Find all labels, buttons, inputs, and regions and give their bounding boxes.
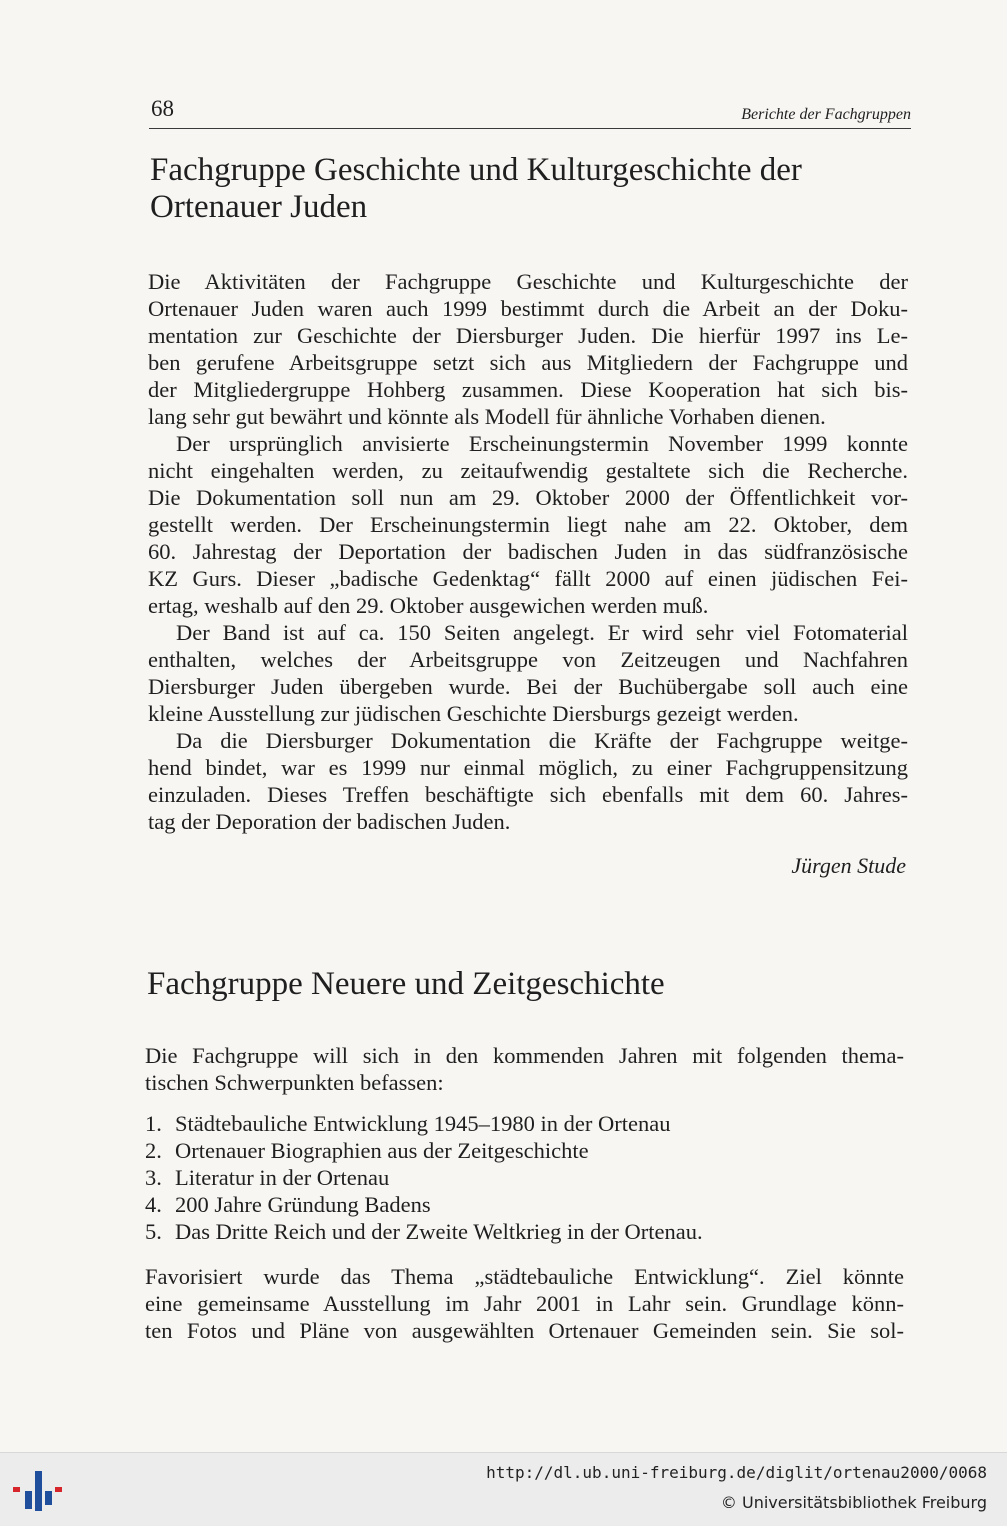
list-text: Ortenauer Biographien aus der Zeitgeschichte bbox=[175, 1138, 589, 1163]
list-text: Städtebauliche Entwicklung 1945–1980 in der Ortenau bbox=[175, 1111, 671, 1136]
text-line: Die Fachgruppe will sich in den kommenden Jahren mit folgenden thema- bbox=[145, 1043, 904, 1068]
list-text: Literatur in der Ortenau bbox=[175, 1165, 390, 1190]
text-line: Ortenauer Juden waren auch 1999 bestimmt durch die Arbeit an der Doku- bbox=[148, 296, 908, 321]
list-item bbox=[145, 1164, 703, 1191]
section-title-judaica bbox=[150, 152, 802, 226]
text-line: Die Aktivitäten der Fachgruppe Geschichte und Kulturgeschichte der bbox=[148, 269, 908, 294]
text-line: Da die Diersburger Dokumentation die Kräfte der Fachgruppe weitge- bbox=[176, 728, 908, 753]
list-item bbox=[145, 1137, 703, 1164]
paragraph bbox=[148, 430, 908, 619]
list-number: 3. bbox=[145, 1165, 162, 1190]
document-url-link[interactable]: http://dl.ub.uni-freiburg.de/diglit/ortenau2000/0068 bbox=[486, 1463, 987, 1482]
viewer-footer bbox=[0, 1452, 1007, 1526]
running-head: Berichte der Fachgruppen bbox=[741, 106, 911, 123]
section-title-zeitgeschichte: Fachgruppe Neuere und Zeitgeschichte bbox=[147, 966, 665, 1002]
text-line: lang sehr gut bewährt und könnte als Modell für ähnliche Vorhaben dienen. bbox=[148, 404, 826, 429]
list-item bbox=[145, 1218, 703, 1245]
list-number: 4. bbox=[145, 1192, 162, 1217]
list-number: 1. bbox=[145, 1111, 162, 1136]
ub-freiburg-logo-icon[interactable] bbox=[10, 1465, 66, 1517]
text-line: tischen Schwerpunkten befassen: bbox=[145, 1070, 444, 1095]
text-line: gestellt werden. Der Erscheinungstermin liegt nahe am 22. Oktober, dem bbox=[148, 512, 908, 537]
text-line: Die Dokumentation soll nun am 29. Oktober 2000 der Öffentlichkeit vor- bbox=[148, 485, 908, 510]
text-line: eine gemeinsame Ausstellung im Jahr 2001 in Lahr sein. Grundlage könn- bbox=[145, 1291, 904, 1316]
text-line: ten Fotos und Pläne von ausgewählten Ortenauer Gemeinden sein. Sie sol- bbox=[145, 1318, 904, 1343]
topic-list bbox=[145, 1110, 703, 1245]
text-line: enthalten, welches der Arbeitsgruppe von Zeitzeugen und Nachfahren bbox=[148, 647, 908, 672]
text-line: Diersburger Juden übergeben wurde. Bei der Buchübergabe soll auch eine bbox=[148, 674, 908, 699]
paragraph bbox=[148, 268, 908, 430]
text-line: Der Band ist auf ca. 150 Seiten angelegt. Er wird sehr viel Fotomaterial bbox=[176, 620, 908, 645]
text-line: Der ursprünglich anvisierte Erscheinungstermin November 1999 konnte bbox=[176, 431, 908, 456]
list-item bbox=[145, 1110, 703, 1137]
list-text: Das Dritte Reich und der Zweite Weltkrieg in der Ortenau. bbox=[175, 1219, 703, 1244]
text-line: tag der Deporation der badischen Juden. bbox=[148, 809, 511, 834]
list-item bbox=[145, 1191, 703, 1218]
text-line: kleine Ausstellung zur jüdischen Geschichte Diersburgs gezeigt werden. bbox=[148, 701, 799, 726]
text-line: KZ Gurs. Dieser „badische Gedenktag“ fällt 2000 auf einen jüdischen Fei- bbox=[148, 566, 908, 591]
section-title-line: Fachgruppe Geschichte und Kulturgeschichte der bbox=[150, 152, 802, 188]
page-header bbox=[149, 96, 911, 129]
paragraph bbox=[148, 727, 908, 835]
text-line: mentation zur Geschichte der Diersburger Juden. Die hierfür 1997 ins Le- bbox=[148, 323, 908, 348]
text-line: der Mitgliedergruppe Hohberg zusammen. Diese Kooperation hat sich bis- bbox=[148, 377, 908, 402]
list-number: 5. bbox=[145, 1219, 162, 1244]
section-title-line: Ortenauer Juden bbox=[150, 189, 368, 225]
section1-body bbox=[148, 268, 908, 835]
text-line: 60. Jahrestag der Deportation der badischen Juden in das südfranzösische bbox=[148, 539, 908, 564]
author-signature: Jürgen Stude bbox=[791, 853, 906, 878]
copyright-notice: © Universitätsbibliothek Freiburg bbox=[720, 1493, 987, 1512]
list-number: 2. bbox=[145, 1138, 162, 1163]
text-line: einzuladen. Dieses Treffen beschäftigte sich ebenfalls mit dem 60. Jahres- bbox=[148, 782, 908, 807]
list-text: 200 Jahre Gründung Badens bbox=[175, 1192, 431, 1217]
section2-intro bbox=[145, 1042, 904, 1096]
text-line: nicht eingehalten werden, zu zeitaufwendig gestaltete sich die Recherche. bbox=[148, 458, 908, 483]
text-line: Favorisiert wurde das Thema „städtebauliche Entwicklung“. Ziel könnte bbox=[145, 1264, 904, 1289]
section2-closing bbox=[145, 1263, 904, 1344]
text-line: ben gerufene Arbeitsgruppe setzt sich aus Mitgliedern der Fachgruppe und bbox=[148, 350, 908, 375]
page-number: 68 bbox=[151, 96, 174, 121]
paragraph bbox=[148, 619, 908, 727]
text-line: hend bindet, war es 1999 nur einmal möglich, zu einer Fachgruppensitzung bbox=[148, 755, 908, 780]
text-line: ertag, weshalb auf den 29. Oktober ausgewichen werden muß. bbox=[148, 593, 709, 618]
